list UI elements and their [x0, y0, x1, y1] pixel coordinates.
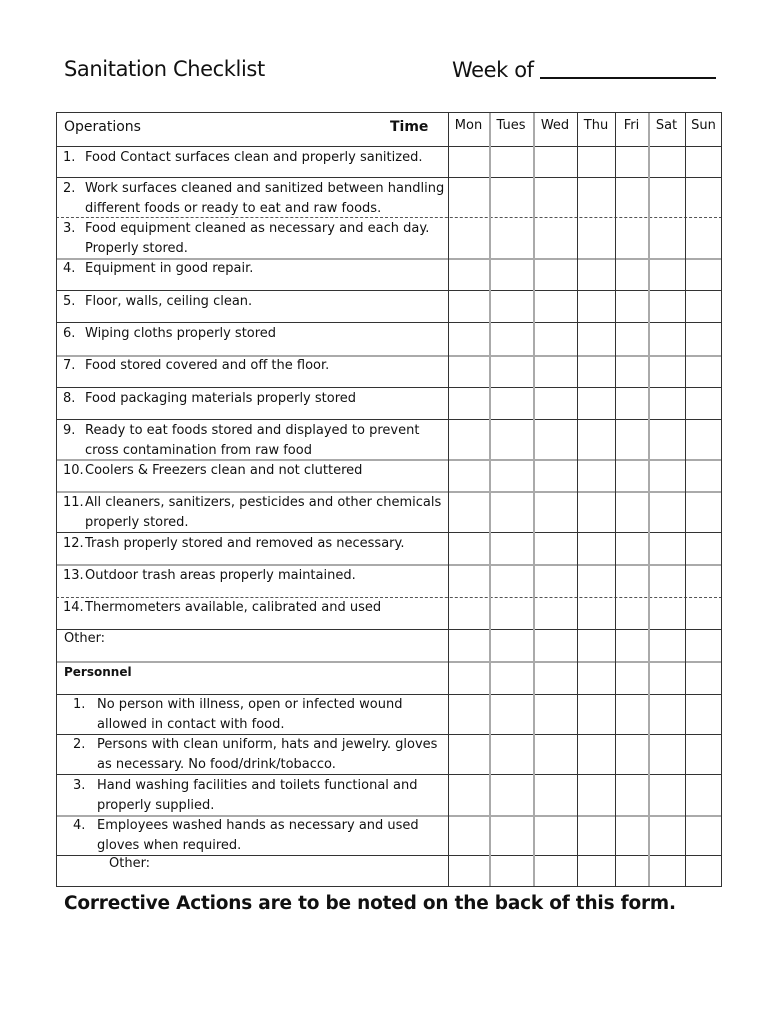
day-header-tues: Tues [496, 118, 526, 133]
personnel-other-label: Other: [109, 856, 151, 871]
week-of-blank[interactable] [540, 57, 716, 79]
personnel-section-header: Personnel [64, 665, 132, 679]
page-title: Sanitation Checklist [64, 57, 265, 81]
time-header: Time [390, 119, 429, 135]
week-of-field [452, 57, 716, 82]
day-header-sat: Sat [655, 118, 678, 133]
day-header-fri: Fri [623, 118, 640, 133]
day-header-sun: Sun [691, 118, 716, 133]
day-header-mon: Mon [454, 118, 483, 133]
other-label: Other: [64, 631, 106, 646]
corrective-actions-note: Corrective Actions are to be noted on the back of this form. [64, 893, 676, 914]
operations-header: Operations [64, 119, 141, 135]
week-of-label: Week of [452, 58, 534, 82]
checklist-table: Operations Time Mon Tues Wed Thu Fri Sat Sun 1. Food Contact surfaces clean and properly sanitized. 2. Work surfaces cleaned and sanitized between handling different foods or ready to eat and raw foods. 3. Food equipment cleaned as necessary and each day. Properly stored. 4. Equipment in good repair. 5. Floor, walls, ceiling clean. 6. Wiping cloths properly stored 7. Food stored covered and off the floor. 8. Food packaging materials properly stored 9. Ready to eat foods stored and displayed to prevent cross contamination from raw food 10. Coolers & Freezers clean and not cluttered 11. All cleaners, sanitizers, pesticides and other chemicals properly stored. 12. Trash properly stored and removed as necessary. 13. Outdoor trash areas properly maintained. 14. Thermometers available, calibrated and used Other: Personnel 1. No person with illness, open or infected wound allowed in contact with food. 2. Persons with clean uniform, hats and jewelry. gloves as necessary. No food/drink/tobacco. 3. Hand washing facilities and toilets functional and properly supplied. 4. Employees washed hands as necessary and used gloves when required. Other: [56, 112, 722, 887]
day-header-thu: Thu [583, 118, 609, 133]
day-header-wed: Wed [540, 118, 570, 133]
